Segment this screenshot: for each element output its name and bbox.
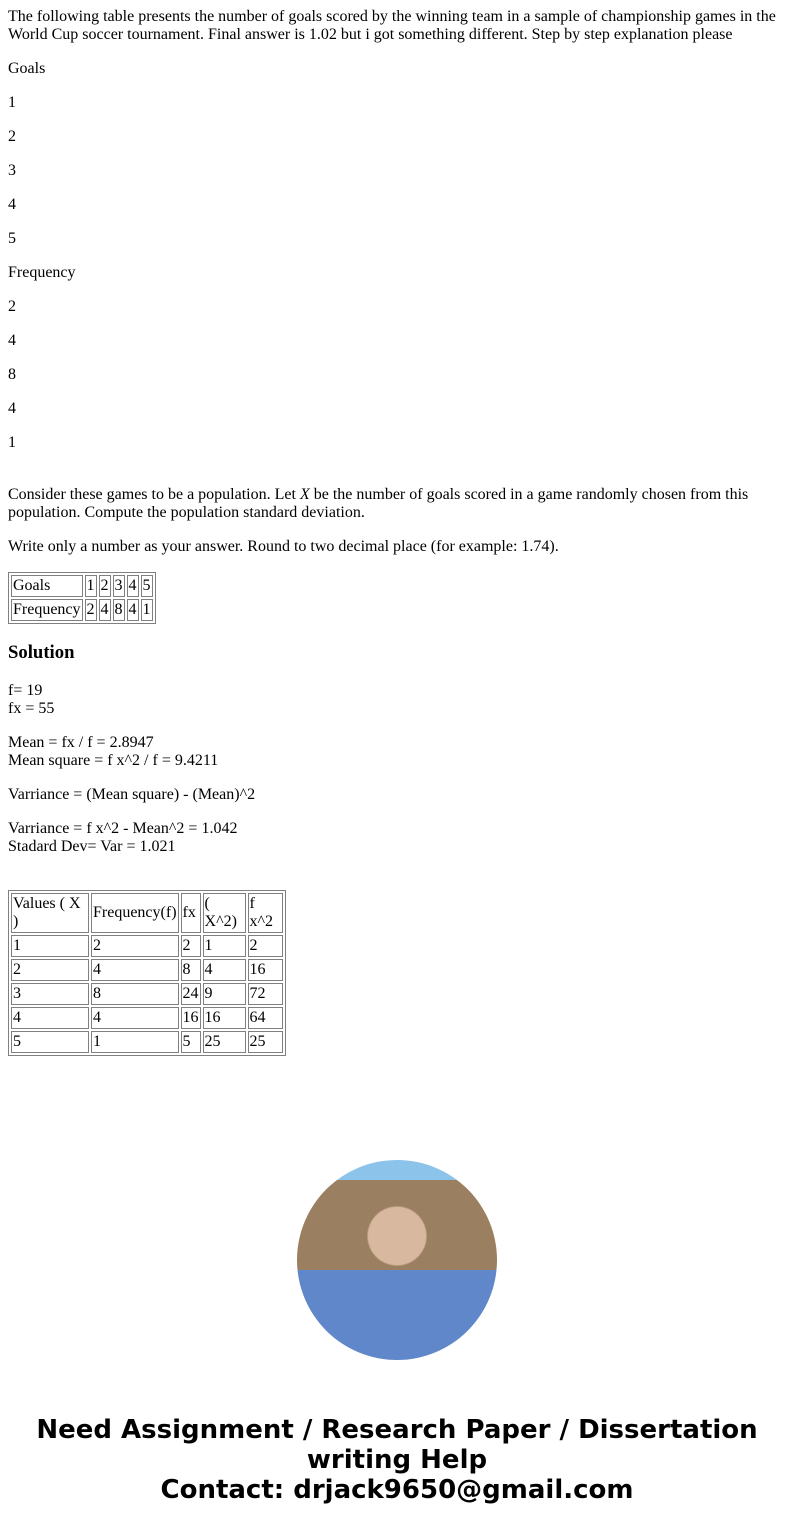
question-line: 2 <box>8 298 16 315</box>
question-line: 4 <box>8 400 16 417</box>
mean: Mean = fx / f = 2.8947 <box>8 734 154 751</box>
table-cell: 4 <box>11 1007 89 1029</box>
question-line: Goals <box>8 60 46 77</box>
table-cell: 2 <box>85 599 97 621</box>
table-cell: 25 <box>203 1031 246 1053</box>
table-cell: 4 <box>203 959 246 981</box>
table-cell: 24 <box>181 983 201 1005</box>
f-sum: f= 19 <box>8 682 43 699</box>
variance-formula: Varriance = (Mean square) - (Mean)^2 <box>8 786 256 803</box>
question-line: 3 <box>8 162 16 179</box>
table-cell: 72 <box>248 983 283 1005</box>
table-cell: 8 <box>181 959 201 981</box>
table-header-row <box>11 893 283 933</box>
fx-sum: fx = 55 <box>8 700 55 717</box>
table-header-cell: Frequency(f) <box>91 893 179 933</box>
table-cell: 64 <box>248 1007 283 1029</box>
text: be the number of goals scored in a game randomly chosen from this population. Compute the population standard deviation. <box>8 486 749 521</box>
question-consider <box>8 486 786 522</box>
table-header-cell: f x^2 <box>248 893 283 933</box>
table-cell: 5 <box>141 575 153 597</box>
table-cell: 1 <box>141 599 153 621</box>
table-header-cell: fx <box>181 893 201 933</box>
table-cell: 8 <box>91 983 179 1005</box>
table-cell: Frequency <box>11 599 83 621</box>
table-header-cell: ( X^2) <box>203 893 246 933</box>
text: Consider these games to be a population. Let <box>8 486 300 503</box>
table-cell: 4 <box>91 1007 179 1029</box>
solution-table <box>8 890 286 1056</box>
table-cell: 1 <box>91 1031 179 1053</box>
question <box>8 8 786 624</box>
table-cell: 16 <box>181 1007 201 1029</box>
table-row <box>11 959 283 981</box>
variance: Varriance = f x^2 - Mean^2 = 1.042 <box>8 820 238 837</box>
table-cell: 2 <box>181 935 201 957</box>
table-row <box>11 983 283 1005</box>
table-cell: 4 <box>99 599 111 621</box>
table-cell: 1 <box>85 575 97 597</box>
question-line: 4 <box>8 196 16 213</box>
solution <box>8 642 786 1056</box>
question-line: 2 <box>8 128 16 145</box>
table-cell: 1 <box>203 935 246 957</box>
table-cell: 4 <box>91 959 179 981</box>
table-cell: 2 <box>91 935 179 957</box>
table-cell: Goals <box>11 575 83 597</box>
variable: X <box>299 486 310 503</box>
mean-square: Mean square = f x^2 / f = 9.4211 <box>8 752 219 769</box>
table-row <box>11 1007 283 1029</box>
table-cell: 5 <box>11 1031 89 1053</box>
question-line: 1 <box>8 94 16 111</box>
table-cell: 9 <box>203 983 246 1005</box>
table-cell: 25 <box>248 1031 283 1053</box>
table-cell: 2 <box>99 575 111 597</box>
goals-table <box>8 572 156 624</box>
table-cell: 4 <box>127 599 139 621</box>
question-line: 5 <box>8 230 16 247</box>
table-cell: 2 <box>248 935 283 957</box>
table-row <box>11 1031 283 1053</box>
question-line: 1 <box>8 434 16 451</box>
solution-heading: Solution <box>8 642 75 663</box>
question-instruction: Write only a number as your answer. Round to two decimal place (for example: 1.74). <box>8 538 559 555</box>
footer-contact: Contact: drjack9650@gmail.com <box>160 1475 634 1505</box>
table-cell: 3 <box>113 575 125 597</box>
table-row <box>11 575 153 597</box>
question-line: 8 <box>8 366 16 383</box>
question-line: Frequency <box>8 264 76 281</box>
table-row <box>11 935 283 957</box>
footer <box>8 1415 786 1505</box>
table-cell: 16 <box>203 1007 246 1029</box>
question-intro: The following table presents the number of goals scored by the winning team in a sample of championship games in the World Cup soccer tournament. Final answer is 1.02 but i got something different. Step by step explanation please <box>8 8 776 43</box>
table-cell: 16 <box>248 959 283 981</box>
table-cell: 4 <box>127 575 139 597</box>
table-cell: 1 <box>11 935 89 957</box>
table-header-cell: Values ( X ) <box>11 893 89 933</box>
table-cell: 3 <box>11 983 89 1005</box>
table-row <box>11 599 153 621</box>
author-avatar <box>297 1160 497 1360</box>
table-cell: 8 <box>113 599 125 621</box>
std-dev: Stadard Dev= Var = 1.021 <box>8 838 176 855</box>
footer-help-text: Need Assignment / Research Paper / Dissertation writing Help <box>36 1415 758 1475</box>
table-cell: 2 <box>11 959 89 981</box>
question-line: 4 <box>8 332 16 349</box>
table-cell: 5 <box>181 1031 201 1053</box>
